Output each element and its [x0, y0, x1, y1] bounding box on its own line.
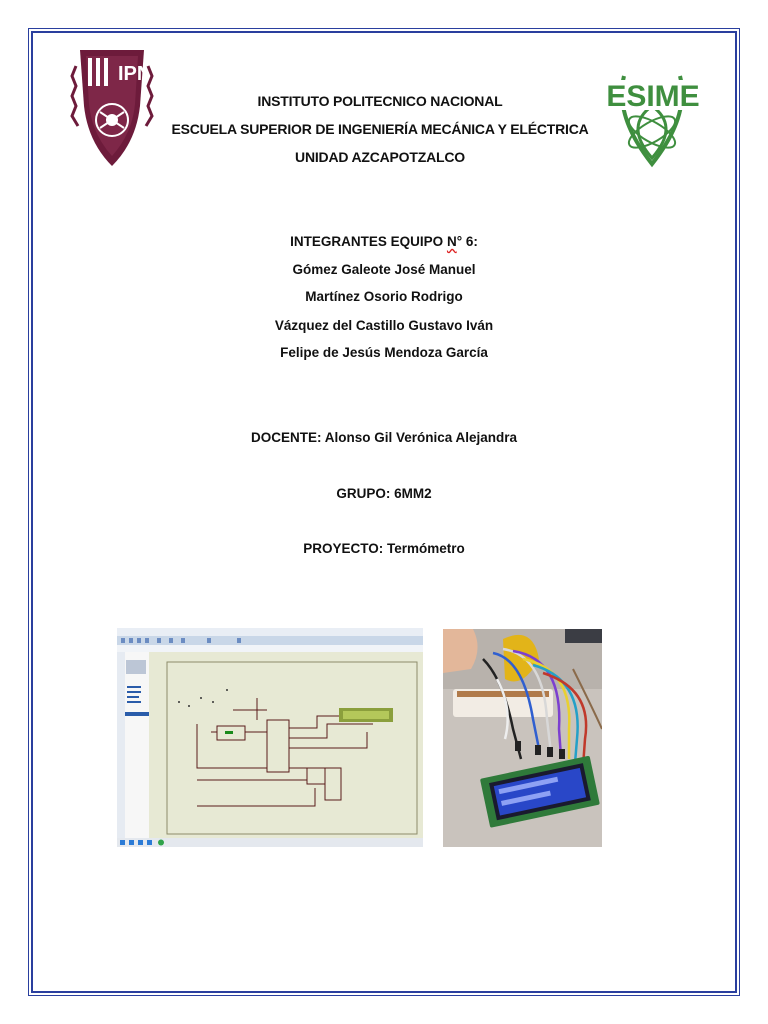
team-heading: INTEGRANTES EQUIPO N° 6:: [290, 234, 478, 249]
lcd-photo: [443, 629, 602, 847]
unit-name: UNIDAD AZCAPOTZALCO: [295, 149, 465, 165]
teacher-line: DOCENTE: Alonso Gil Verónica Alejandra: [250, 430, 518, 445]
schematic-screenshot: [117, 628, 423, 847]
team-member: Vázquez del Castillo Gustavo Iván: [274, 318, 494, 333]
page-border: [31, 31, 737, 993]
team-member: Felipe de Jesús Mendoza García: [280, 345, 488, 360]
team-member: Gómez Galeote José Manuel: [292, 262, 476, 277]
svg-text:IPN: IPN: [118, 63, 152, 85]
svg-text:ESIME: ESIME: [606, 80, 700, 113]
project-line: PROYECTO: Termómetro: [303, 541, 465, 556]
institution-name: INSTITUTO POLITECNICO NACIONAL: [257, 93, 503, 109]
group-line: GRUPO: 6MM2: [336, 486, 432, 501]
team-member: Martínez Osorio Rodrigo: [305, 289, 463, 304]
school-name: ESCUELA SUPERIOR DE INGENIERÍA MECÁNICA Y ELÉCTRICA: [171, 121, 589, 137]
